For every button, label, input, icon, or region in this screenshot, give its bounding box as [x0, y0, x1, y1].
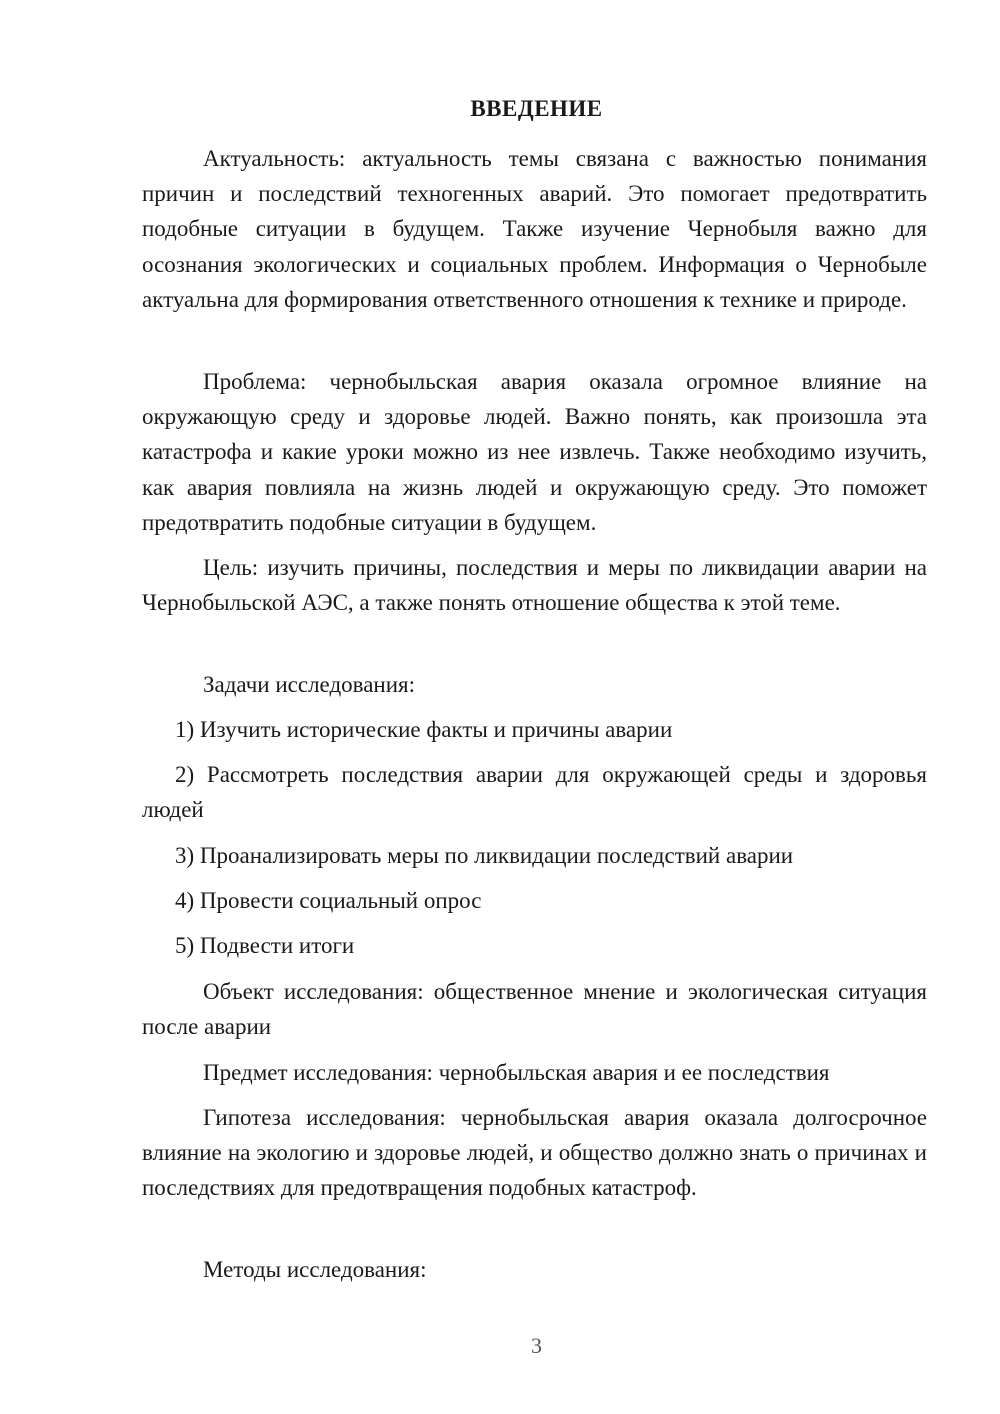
- list-item: 3) Проанализировать меры по ликвидации последствий аварии: [175, 843, 794, 868]
- paragraph-problem: Проблема: чернобыльская авария оказала огромное влияние на окружающую среду и здоровье людей. Важно понять, как произошла эта катастрофа и какие уроки можно из нее извлечь. Также необходимо изучить, как авария повлияла на жизнь людей и окружающую среду. Это поможет предотвратить подобные ситуации в будущем.: [142, 369, 927, 535]
- section-title: ВВЕДЕНИЕ: [470, 96, 603, 121]
- paragraph-goal: Цель: изучить причины, последствия и меры по ликвидации аварии на Чернобыльской АЭС, а также понять отношение общества к этой теме.: [142, 555, 927, 616]
- page-number: 3: [531, 1333, 542, 1358]
- list-item: 5) Подвести итоги: [175, 933, 355, 958]
- paragraph-object: Объект исследования: общественное мнение и экологическая ситуация после аварии: [142, 979, 927, 1040]
- paragraph-hypothesis: Гипотеза исследования: чернобыльская авария оказала долгосрочное влияние на экологию и здоровье людей, и общество должно знать о причинах и последствиях для предотвращения подобных катастроф.: [142, 1105, 927, 1201]
- paragraph-methods: Методы исследования:: [203, 1257, 427, 1282]
- list-item: 1) Изучить исторические факты и причины аварии: [175, 717, 673, 742]
- paragraph-relevance: Актуальность: актуальность темы связана с важностью понимания причин и последствий техногенных аварий. Это помогает предотвратить подобные ситуации в будущем. Также изучение Чернобыля важно для осознания экологических и социальных проблем. Информация о Чернобыле актуальна для формирования ответственного отношения к технике и природе.: [142, 146, 927, 312]
- list-item: 4) Провести социальный опрос: [175, 888, 482, 913]
- paragraph-subject: Предмет исследования: чернобыльская авария и ее последствия: [203, 1060, 830, 1085]
- list-item: 2) Рассмотреть последствия аварии для окружающей среды и здоровья людей: [142, 762, 927, 823]
- paragraph-tasks-heading: Задачи исследования:: [203, 672, 416, 697]
